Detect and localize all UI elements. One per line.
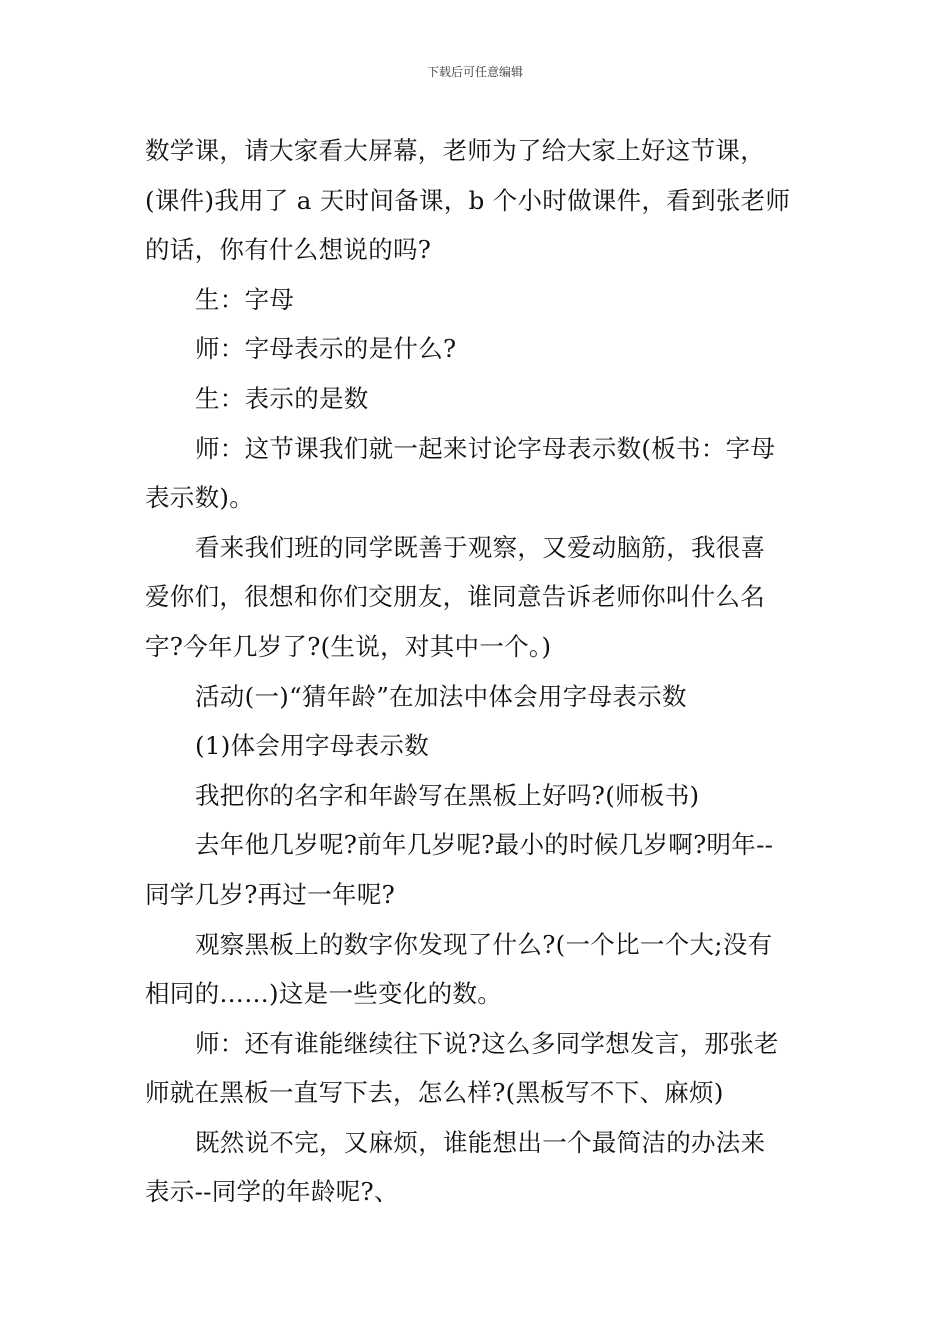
document-body — [145, 126, 810, 1217]
text-line: 师：还有谁能继续往下说?这么多同学想发言，那张老 — [195, 1028, 779, 1058]
text-line: 我把你的名字和年龄写在黑板上好吗?(师板书) — [195, 780, 700, 810]
paragraph — [145, 324, 810, 374]
text-line: 爱你们，很想和你们交朋友，谁同意告诉老师你叫什么名 — [145, 582, 765, 612]
text-line: 字?今年几岁了?(生说，对其中一个。) — [145, 631, 552, 661]
text-line: 表示数)。 — [145, 483, 255, 513]
text-line: 生：字母 — [195, 284, 295, 314]
paragraph — [145, 721, 810, 771]
text-line: (课件)我用了 a 天时间备课，b 个小时做课件，看到张老师 — [145, 185, 791, 215]
paragraph — [145, 920, 810, 1019]
paragraph — [145, 820, 810, 919]
text-line: 数学课，请大家看大屏幕，老师为了给大家上好这节课， — [145, 136, 765, 165]
text-line: 生：表示的是数 — [195, 383, 369, 413]
page-header-note: 下载后可任意编辑 — [426, 65, 523, 79]
text-line: 去年他几岁呢?前年几岁呢?最小的时候几岁啊?明年-- — [195, 830, 774, 860]
text-line: 师：这节课我们就一起来讨论字母表示数(板书：字母 — [195, 433, 776, 463]
paragraph — [145, 374, 810, 424]
text-line: 的话，你有什么想说的吗? — [145, 235, 432, 265]
paragraph — [145, 523, 810, 672]
paragraph — [145, 424, 810, 523]
text-line: 既然说不完，又麻烦，谁能想出一个最简洁的办法来 — [195, 1127, 766, 1157]
paragraph — [145, 1019, 810, 1118]
paragraph — [145, 275, 810, 325]
text-line: (1)体会用字母表示数 — [195, 731, 430, 761]
paragraph — [145, 672, 810, 722]
text-line: 师就在黑板一直写下去，怎么样?(黑板写不下、麻烦) — [145, 1078, 724, 1108]
text-line: 表示--同学的年龄呢?、 — [145, 1177, 399, 1207]
paragraph — [145, 771, 810, 821]
text-line: 师：字母表示的是什么? — [195, 334, 457, 364]
text-line: 相同的……)这是一些变化的数。 — [145, 979, 503, 1009]
text-line: 看来我们班的同学既善于观察，又爱动脑筋，我很喜 — [195, 532, 766, 562]
text-line: 活动(一)“猜年龄”在加法中体会用字母表示数 — [195, 681, 687, 711]
text-line: 同学几岁?再过一年呢? — [145, 879, 396, 909]
paragraph — [145, 126, 810, 275]
paragraph — [145, 1118, 810, 1217]
text-line: 观察黑板上的数字你发现了什么?(一个比一个大;没有 — [195, 929, 773, 959]
